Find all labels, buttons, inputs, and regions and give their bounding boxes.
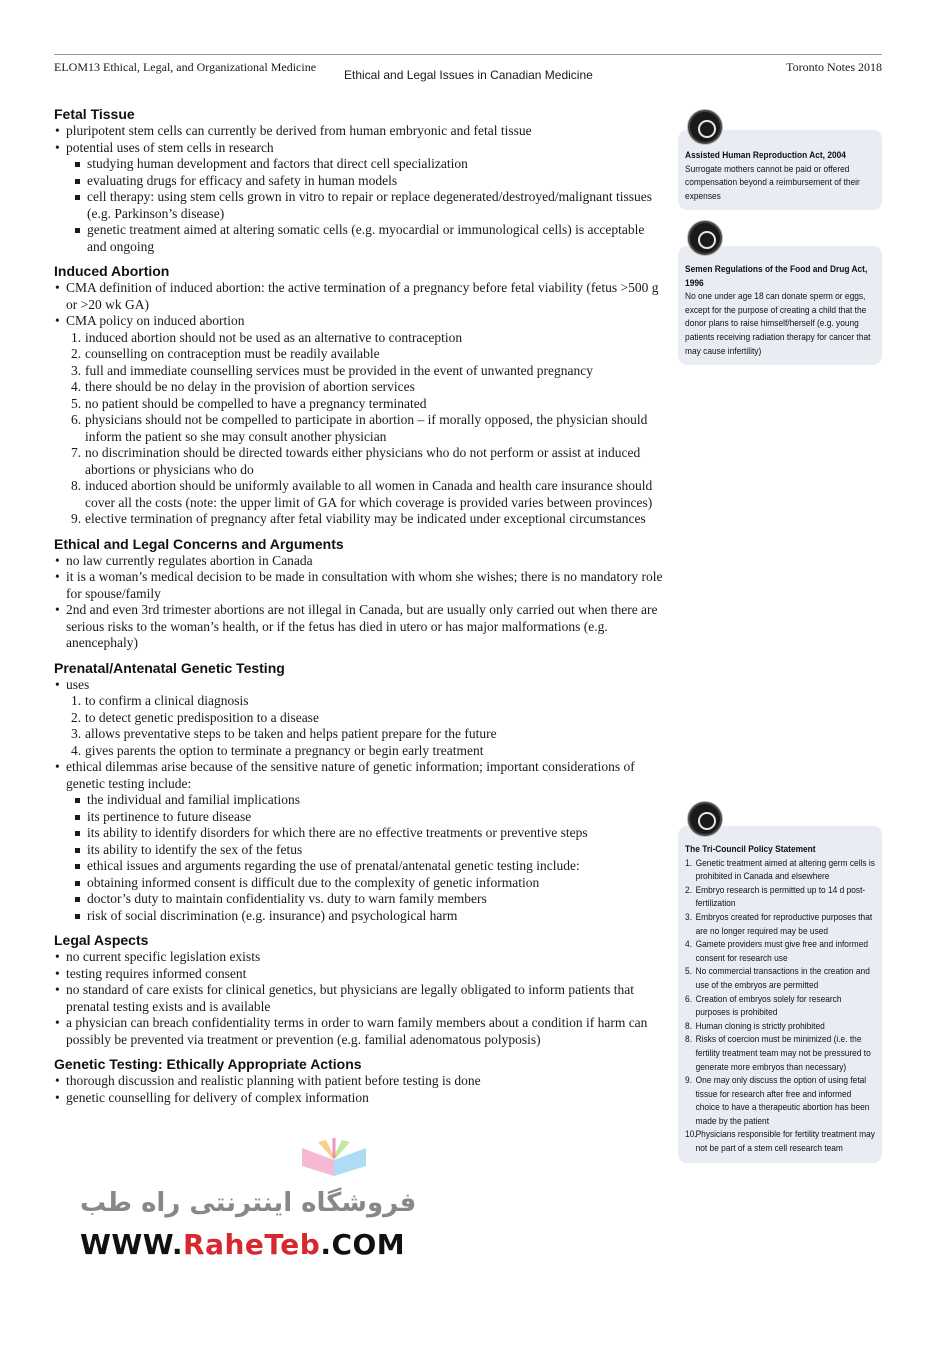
list-item: 4. gives parents the option to terminate a pregnancy or begin early treatment (71, 742, 484, 758)
list-item: 2. counselling on contraception must be readily available (71, 346, 380, 361)
list-item: 1. induced abortion should not be used as an alternative to contraception (71, 329, 463, 345)
list-item: 8. induced abortion should be uniformly available to all women in Canada and health care insurance should cover all the costs (note: the upper limit of GA for which coverage is provided varies between provinces) (71, 478, 653, 510)
list-item: its ability to identify disorders for which there are no effective treatments or preventive steps (66, 825, 664, 842)
list-item: 9. elective termination of pregnancy after fetal viability may be indicated under exceptional circumstances (71, 511, 646, 526)
list-item: studying human development and factors that direct cell specialization (66, 156, 664, 173)
section-prenatal-testing (54, 660, 664, 925)
list-item: 9. One may only discuss the option of using fetal tissue for research after free and informed choice to have a therapeutic abortion has been made by the patient (685, 1075, 870, 1127)
sidebar-box-tri-council (678, 826, 882, 1163)
list-item: • genetic counselling for delivery of complex information (54, 1090, 664, 1107)
list-item: obtaining informed consent is difficult due to the complexity of genetic information (66, 875, 664, 892)
list-item: 3. allows preventative steps to be taken and helps patient prepare for the future (71, 726, 497, 741)
list-item: 8. Human cloning is strictly prohibited (685, 1020, 825, 1032)
list-item: 5. no patient should be compelled to have a pregnancy terminated (71, 395, 427, 411)
sidebar-box-title: The Tri-Council Policy Statement (685, 844, 816, 855)
watermark-persian: فروشگاه اینترنتی راه طب (80, 1188, 417, 1218)
section-fetal-tissue (54, 106, 664, 255)
heading-fetal-tissue: Fetal Tissue (54, 106, 135, 122)
list-item: 3. full and immediate counselling services must be provided in the event of unwanted pregnancy (71, 362, 593, 378)
list-item: 8. Risks of coercion must be minimized (i.e. the fertility treatment team may not be pressured to generate more embryos than necessary) (685, 1034, 871, 1073)
list-item: • pluripotent stem cells can currently be derived from human embryonic and fetal tissue (54, 123, 664, 140)
list-item: 1. to confirm a clinical diagnosis (71, 693, 249, 708)
list-item: 7. no discrimination should be directed towards either physicians who do not perform or assist at induced abortions or physicians who do (71, 445, 641, 477)
page-header (54, 54, 882, 82)
clinical-pearl-icon (688, 221, 722, 255)
list-item: 5. No commercial transactions in the creation and use of the embryos are permitted (685, 966, 870, 991)
list-item: its ability to identify the sex of the fetus (66, 842, 664, 859)
sidebar-box-title: Semen Regulations of the Food and Drug Act, 1996 (685, 264, 868, 289)
list-item: 6. physicians should not be compelled to participate in abortion – if morally opposed, the physician should inform the patient so she may consult another physician (71, 412, 648, 444)
list-item: ethical issues and arguments regarding the use of prenatal/antenatal genetic testing include: (66, 858, 664, 875)
list-item: • testing requires informed consent (54, 966, 664, 983)
sidebar-box-title: Assisted Human Reproduction Act, 2004 (685, 150, 846, 161)
list-item: 2. to detect genetic predisposition to a disease (71, 709, 319, 725)
section-legal-aspects (54, 932, 664, 1048)
list-item: 1. Genetic treatment aimed at altering germ cells is prohibited in Canada and elsewhere (685, 857, 875, 883)
list-item: • a physician can breach confidentiality terms in order to warn family members about a condition if harm can possibly be prevented via treatment or prevention (e.g. familial adenomatous polyposis) (54, 1015, 664, 1048)
heading-ethical-concerns: Ethical and Legal Concerns and Arguments (54, 535, 344, 552)
sidebar-box-text: No one under age 18 can donate sperm or eggs, except for the purpose of creating a child that the donor plans to raise himself/herself (e.g. young patients receiving radiation therapy for cancer that may cause infertility) (685, 291, 871, 357)
header-chapter: ELOM13 Ethical, Legal, and Organizational Medicine (54, 60, 317, 74)
header-book: Toronto Notes 2018 (786, 60, 882, 74)
list-item: its pertinence to future disease (66, 809, 664, 826)
book-logo-icon (282, 1136, 386, 1186)
list-item: • no standard of care exists for clinical genetics, but physicians are legally obligated to inform patients that prenatal testing exists and is available (54, 982, 664, 1015)
list-item: • CMA policy on induced abortion 1. induced abortion should not be used as an alternative to contraception 2. counselling on contraception must be readily available 3. full and immediate counselling services must be provided in the event of unwanted pregnancy 4. there should be no delay in the provision of abortion services 5. no patient should be compelled to have a pregnancy terminated 6. physicians should not be compelled to participate in abortion – if morally opposed, the physician should inform the patient so she may consult another physician 7. no discrimination should be directed towards either physicians who do not perform or assist at induced abortions or physicians who do 8. induced abortion should be uniformly available to all women in Canada and health care insurance should cover all the costs (note: the upper limit of GA for which coverage is provided varies between provinces) 9. elective termination of pregnancy after fetal viability may be indicated under exceptional circumstances (54, 313, 664, 528)
list-item: 6. Creation of embryos solely for research purposes is prohibited (685, 993, 842, 1019)
heading-legal-aspects: Legal Aspects (54, 932, 149, 948)
section-ethical-concerns (54, 536, 664, 652)
list-item: • thorough discussion and realistic planning with patient before testing is done (54, 1073, 664, 1090)
list-item: cell therapy: using stem cells grown in vitro to repair or replace degenerated/destroyed/malignant tissues (e.g. Parkinson’s disease) (66, 189, 664, 222)
main-content (54, 106, 664, 1114)
clinical-pearl-icon (688, 110, 722, 144)
list-item: • CMA definition of induced abortion: the active termination of a pregnancy before fetal viability (fetus >500 g or >20 wk GA) (54, 280, 664, 313)
list-item: • no current specific legislation exists (54, 949, 664, 966)
list-item: genetic treatment aimed at altering somatic cells (e.g. myocardial or immunological cells) is acceptable and ongoing (66, 222, 664, 255)
list-item: 4. there should be no delay in the provision of abortion services (71, 379, 415, 394)
sidebar-box-semen-regulations (678, 246, 882, 365)
list-item: • potential uses of stem cells in research studying human development and factors that direct cell specialization evaluating drugs for efficacy and safety in human models cell therapy: using stem cells grown in vitro to repair or replace degenerated/destroyed/malignant tissues (e.g. Parkinson’s disease) genetic treatment aimed at altering somatic cells (e.g. myocardial or immunological cells) is acceptable and ongoing (54, 140, 664, 256)
list-item: 10. Physicians responsible for fertility treatment may not be part of a stem cell research team (685, 1129, 875, 1155)
list-item: • no law currently regulates abortion in Canada (54, 553, 664, 570)
list-item: risk of social discrimination (e.g. insurance) and psychological harm (66, 908, 664, 925)
heading-induced-abortion: Induced Abortion (54, 263, 170, 279)
list-item: • it is a woman’s medical decision to be made in consultation with whom she wishes; there is no mandatory role for spouse/family (54, 569, 664, 602)
heading-prenatal-testing: Prenatal/Antenatal Genetic Testing (54, 659, 285, 676)
section-induced-abortion (54, 263, 664, 528)
list-item: • uses 1. to confirm a clinical diagnosis 2. to detect genetic predisposition to a disease 3. allows preventative steps to be taken and helps patient prepare for the future 4. gives parents the option to terminate a pregnancy or begin early treatment (54, 677, 664, 760)
list-item: 3. Embryos created for reproductive purposes that are no longer required may be used (685, 911, 873, 937)
header-section: Ethical and Legal Issues in Canadian Medicine (344, 68, 593, 82)
list-item: 2. Embryo research is permitted up to 14 d post-fertilization (685, 884, 866, 910)
list-item: the individual and familial implications (66, 792, 664, 809)
list-item: evaluating drugs for efficacy and safety in human models (66, 173, 664, 190)
sidebar-box-text: Surrogate mothers cannot be paid or offered compensation beyond a reimbursement of their expenses (685, 163, 860, 202)
list-item: 4. Gamete providers must give free and informed consent for research use (685, 939, 868, 964)
watermark-url: WWW.RaheTeb.COM (80, 1228, 406, 1261)
clinical-pearl-icon (688, 802, 722, 836)
list-item: doctor’s duty to maintain confidentiality vs. duty to warn family members (66, 891, 664, 908)
heading-genetic-actions: Genetic Testing: Ethically Appropriate Actions (54, 1056, 362, 1072)
list-item: • 2nd and even 3rd trimester abortions are not illegal in Canada, but are usually only carried out when there are serious risks to the woman’s health, or if the fetus has died in utero or has major malformations (e.g. anencephaly) (54, 602, 664, 652)
section-genetic-actions (54, 1056, 664, 1106)
list-item: • ethical dilemmas arise because of the sensitive nature of genetic information; important considerations of genetic testing include: the individual and familial implications its pertinence to future disease its ability to identify disorders for which there are no effective treatments or preventive steps its ability to identify the sex of the fetus ethical issues and arguments regarding the use of prenatal/antenatal genetic testing include: obtaining informed consent is difficult due to the complexity of genetic information doctor’s duty to maintain confidentiality vs. duty to warn family members risk of social discrimination (e.g. insurance) and psychological harm (54, 759, 664, 924)
